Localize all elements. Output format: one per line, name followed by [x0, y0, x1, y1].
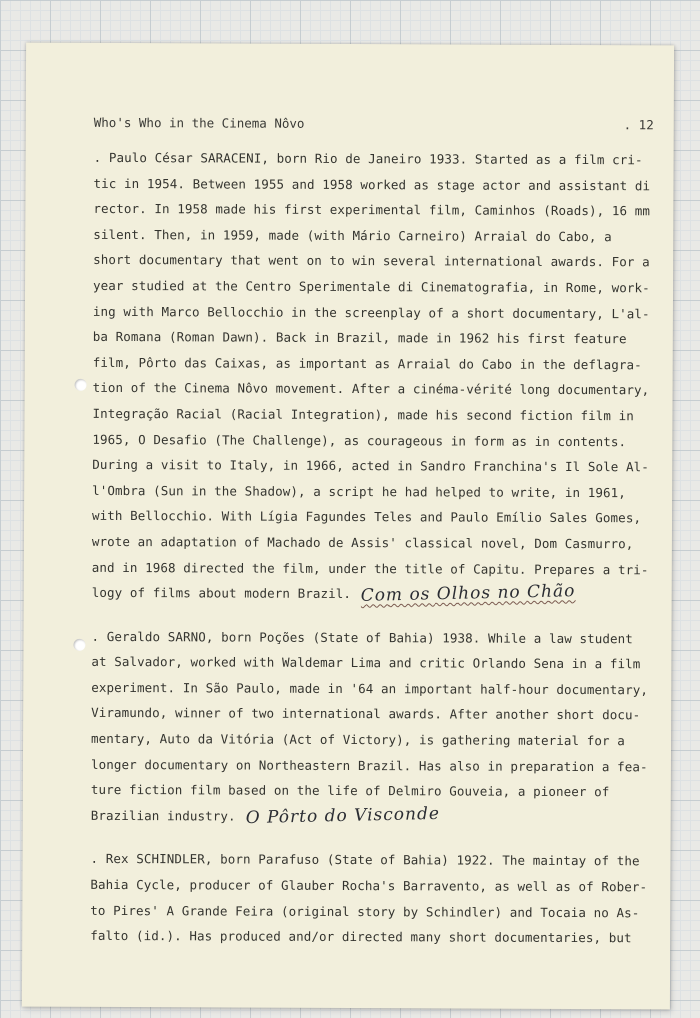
text-line: l'Ombra (Sun in the Shadow), a script he had helped to write, in 1961, [92, 482, 626, 500]
page-number: . 12 [623, 117, 654, 133]
text-line: 1965, O Desafio (The Challenge), as courageous in form as in contents. [92, 431, 627, 449]
text-line: at Salvador, worked with Waldemar Lima and critic Orlando Sena in a film [91, 654, 641, 672]
text-line: . Rex SCHINDLER, born Parafuso (State of Bahia) 1922. The maintay of the [90, 851, 640, 869]
paragraph-sarno [91, 624, 648, 831]
text-line: Brazilian industry. [90, 807, 236, 824]
paragraph-spacer [91, 828, 647, 848]
text-line: During a visit to Italy, in 1966, acted in Sandro Franchina's Il Sole Al- [92, 457, 649, 475]
text-line: silent. Then, in 1959, made (with Mário Carneiro) Arraial do Cabo, a [93, 226, 612, 244]
document-body [90, 145, 650, 951]
text-line: with Bellocchio. With Lígia Fagundes Teles and Paulo Emílio Sales Gomes, [92, 508, 642, 526]
text-line: film, Pôrto das Caixas, as important as Arraial do Cabo in the deflagra- [92, 354, 642, 373]
text-line: experiment. In São Paulo, made in '64 an important half-hour documentary, [91, 679, 648, 698]
text-line: short documentary that went on to win several international awards. For a [93, 252, 650, 270]
text-line: ing with Marco Bellocchio in the screenplay of a short documentary, L'al- [92, 303, 650, 321]
text-line: ba Romana (Roman Dawn). Back in Brazil, made in 1962 his first feature [92, 329, 627, 347]
text-line: Viramundo, winner of two international awards. After another short docu- [91, 705, 641, 723]
page-header [94, 115, 654, 132]
text-line: wrote an adaptation of Machado de Assis' classical novel, Dom Casmurro, [91, 533, 634, 552]
handwritten-note: Com os Olhos no Chão [360, 581, 576, 606]
text-line: year studied at the Centro Sperimentale di Cinematografia, in Rome, work- [93, 277, 650, 296]
punch-hole [73, 639, 85, 651]
text-line: to Pires' A Grande Feira (original story by Schindler) and Tocaia no As- [90, 902, 640, 920]
text-line: rector. In 1958 made his first experimental film, Caminhos (Roads), 16 mm [93, 201, 651, 219]
text-line-with-note [92, 580, 648, 608]
punch-hole [75, 379, 87, 391]
text-line: falto (id.). Has produced and/or directed many short documentaries, but [90, 928, 632, 946]
text-line: logy of films about modern Brazil. [91, 584, 352, 602]
text-line: tion of the Cinema Nôvo movement. After a cinéma-vérité long documentary, [92, 380, 650, 398]
paragraph-schindler [90, 846, 646, 951]
text-line: tic in 1954. Between 1955 and 1958 worked as stage actor and assistant di [93, 175, 651, 193]
text-line: . Paulo César SARACENI, born Rio de Janeiro 1933. Started as a film cri- [93, 149, 643, 168]
text-line: Integração Racial (Racial Integration), made his second fiction film in [92, 405, 634, 424]
handwritten-note: O Pôrto do Visconde [245, 803, 441, 828]
page-title: Who's Who in the Cinema Nôvo [93, 114, 305, 131]
text-line: longer documentary on Northeastern Brazil. Has also in preparation a fea- [90, 756, 648, 774]
text-line: mentary, Auto da Vitória (Act of Victory), is gathering material for a [91, 730, 625, 749]
document-page [22, 43, 674, 1010]
text-line: and in 1968 directed the film, under the title of Capitu. Prepares a tri- [91, 559, 649, 577]
text-line: Bahia Cycle, producer of Glauber Rocha's Barravento, as well as of Rober- [90, 876, 648, 895]
paragraph-saraceni [92, 145, 650, 608]
text-line: ture fiction film based on the life of Delmiro Gouveia, a pioneer of [90, 782, 610, 800]
text-line: . Geraldo SARNO, born Poções (State of Bahia) 1938. While a law student [91, 628, 633, 646]
text-line-with-note [91, 803, 647, 831]
